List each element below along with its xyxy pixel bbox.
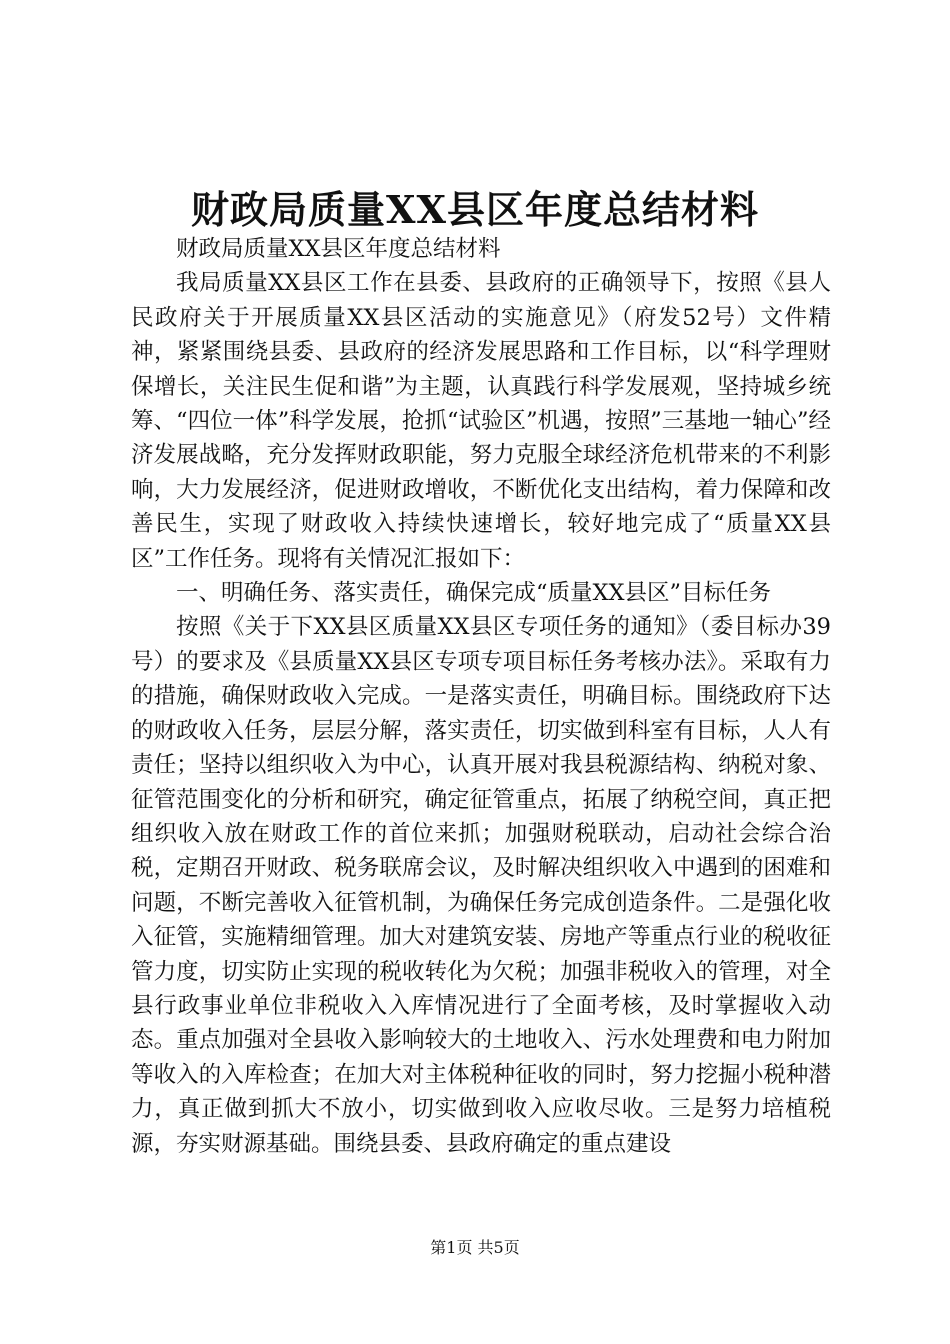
section-heading-1: 一、明确任务、落实责任，确保完成“质量XX县区”目标任务 <box>176 580 772 607</box>
paragraph-subtitle: 财政局质量XX县区年度总结材料 <box>176 236 501 262</box>
paragraph-intro: 我局质量XX县区工作在县委、县政府的正确领导下，按照《县人民政府关于开展质量XX县区活动的实施意见》（府发52号）文件精神，紧紧围绕县委、县政府的经济发展思路和工作目标，以“科学理财保增长，关注民生促和谐”为主题，认真践行科学发展观，坚持城乡统筹、“四位一体”科学发展，抢抓“试验区”机遇，按照”三基地一轴心”经济发展战略，充分发挥财政职能，努力克服全球经济危机带来的不利影响，大力发展经济，促进财政增收，不断优化支出结构，着力保障和改善民生，实现了财政收入持续快速增长，较好地完成了“质量XX县区”工作任务。现将有关情况汇报如下： <box>131 270 831 572</box>
page-indicator: 第1页 共5页 <box>430 1238 520 1257</box>
document-title: 财政局质量XX县区年度总结材料 <box>191 187 759 232</box>
document-body <box>131 232 831 1161</box>
paragraph-section-1: 按照《关于下XX县区质量XX县区专项任务的通知》（委目标办39号）的要求及《县质量XX县区专项专项目标任务考核办法》。采取有力的措施，确保财政收入完成。一是落实责任，明确目标。围绕政府下达的财政收入任务，层层分解，落实责任，切实做到科室有目标，人人有责任；坚持以组织收入为中心，认真开展对我县税源结构、纳税对象、征管范围变化的分析和研究，确定征管重点，拓展了纳税空间，真正把组织收入放在财政工作的首位来抓；加强财税联动，启动社会综合治税，定期召开财政、税务联席会议，及时解决组织收入中遇到的困难和问题，不断完善收入征管机制，为确保任务完成创造条件。二是强化收入征管，实施精细管理。加大对建筑安装、房地产等重点行业的税收征管力度，切实防止实现的税收转化为欠税；加强非税收入的管理，对全县行政事业单位非税收入入库情况进行了全面考核，及时掌握收入动态。重点加强对全县收入影响较大的土地收入、污水处理费和电力附加等收入的入库检查；在加大对主体税种征收的同时，努力挖掘小税种潜力，真正做到抓大不放小，切实做到收入应收尽收。三是努力培植税源，夯实财源基础。围绕县委、县政府确定的重点建设 <box>131 614 831 1157</box>
